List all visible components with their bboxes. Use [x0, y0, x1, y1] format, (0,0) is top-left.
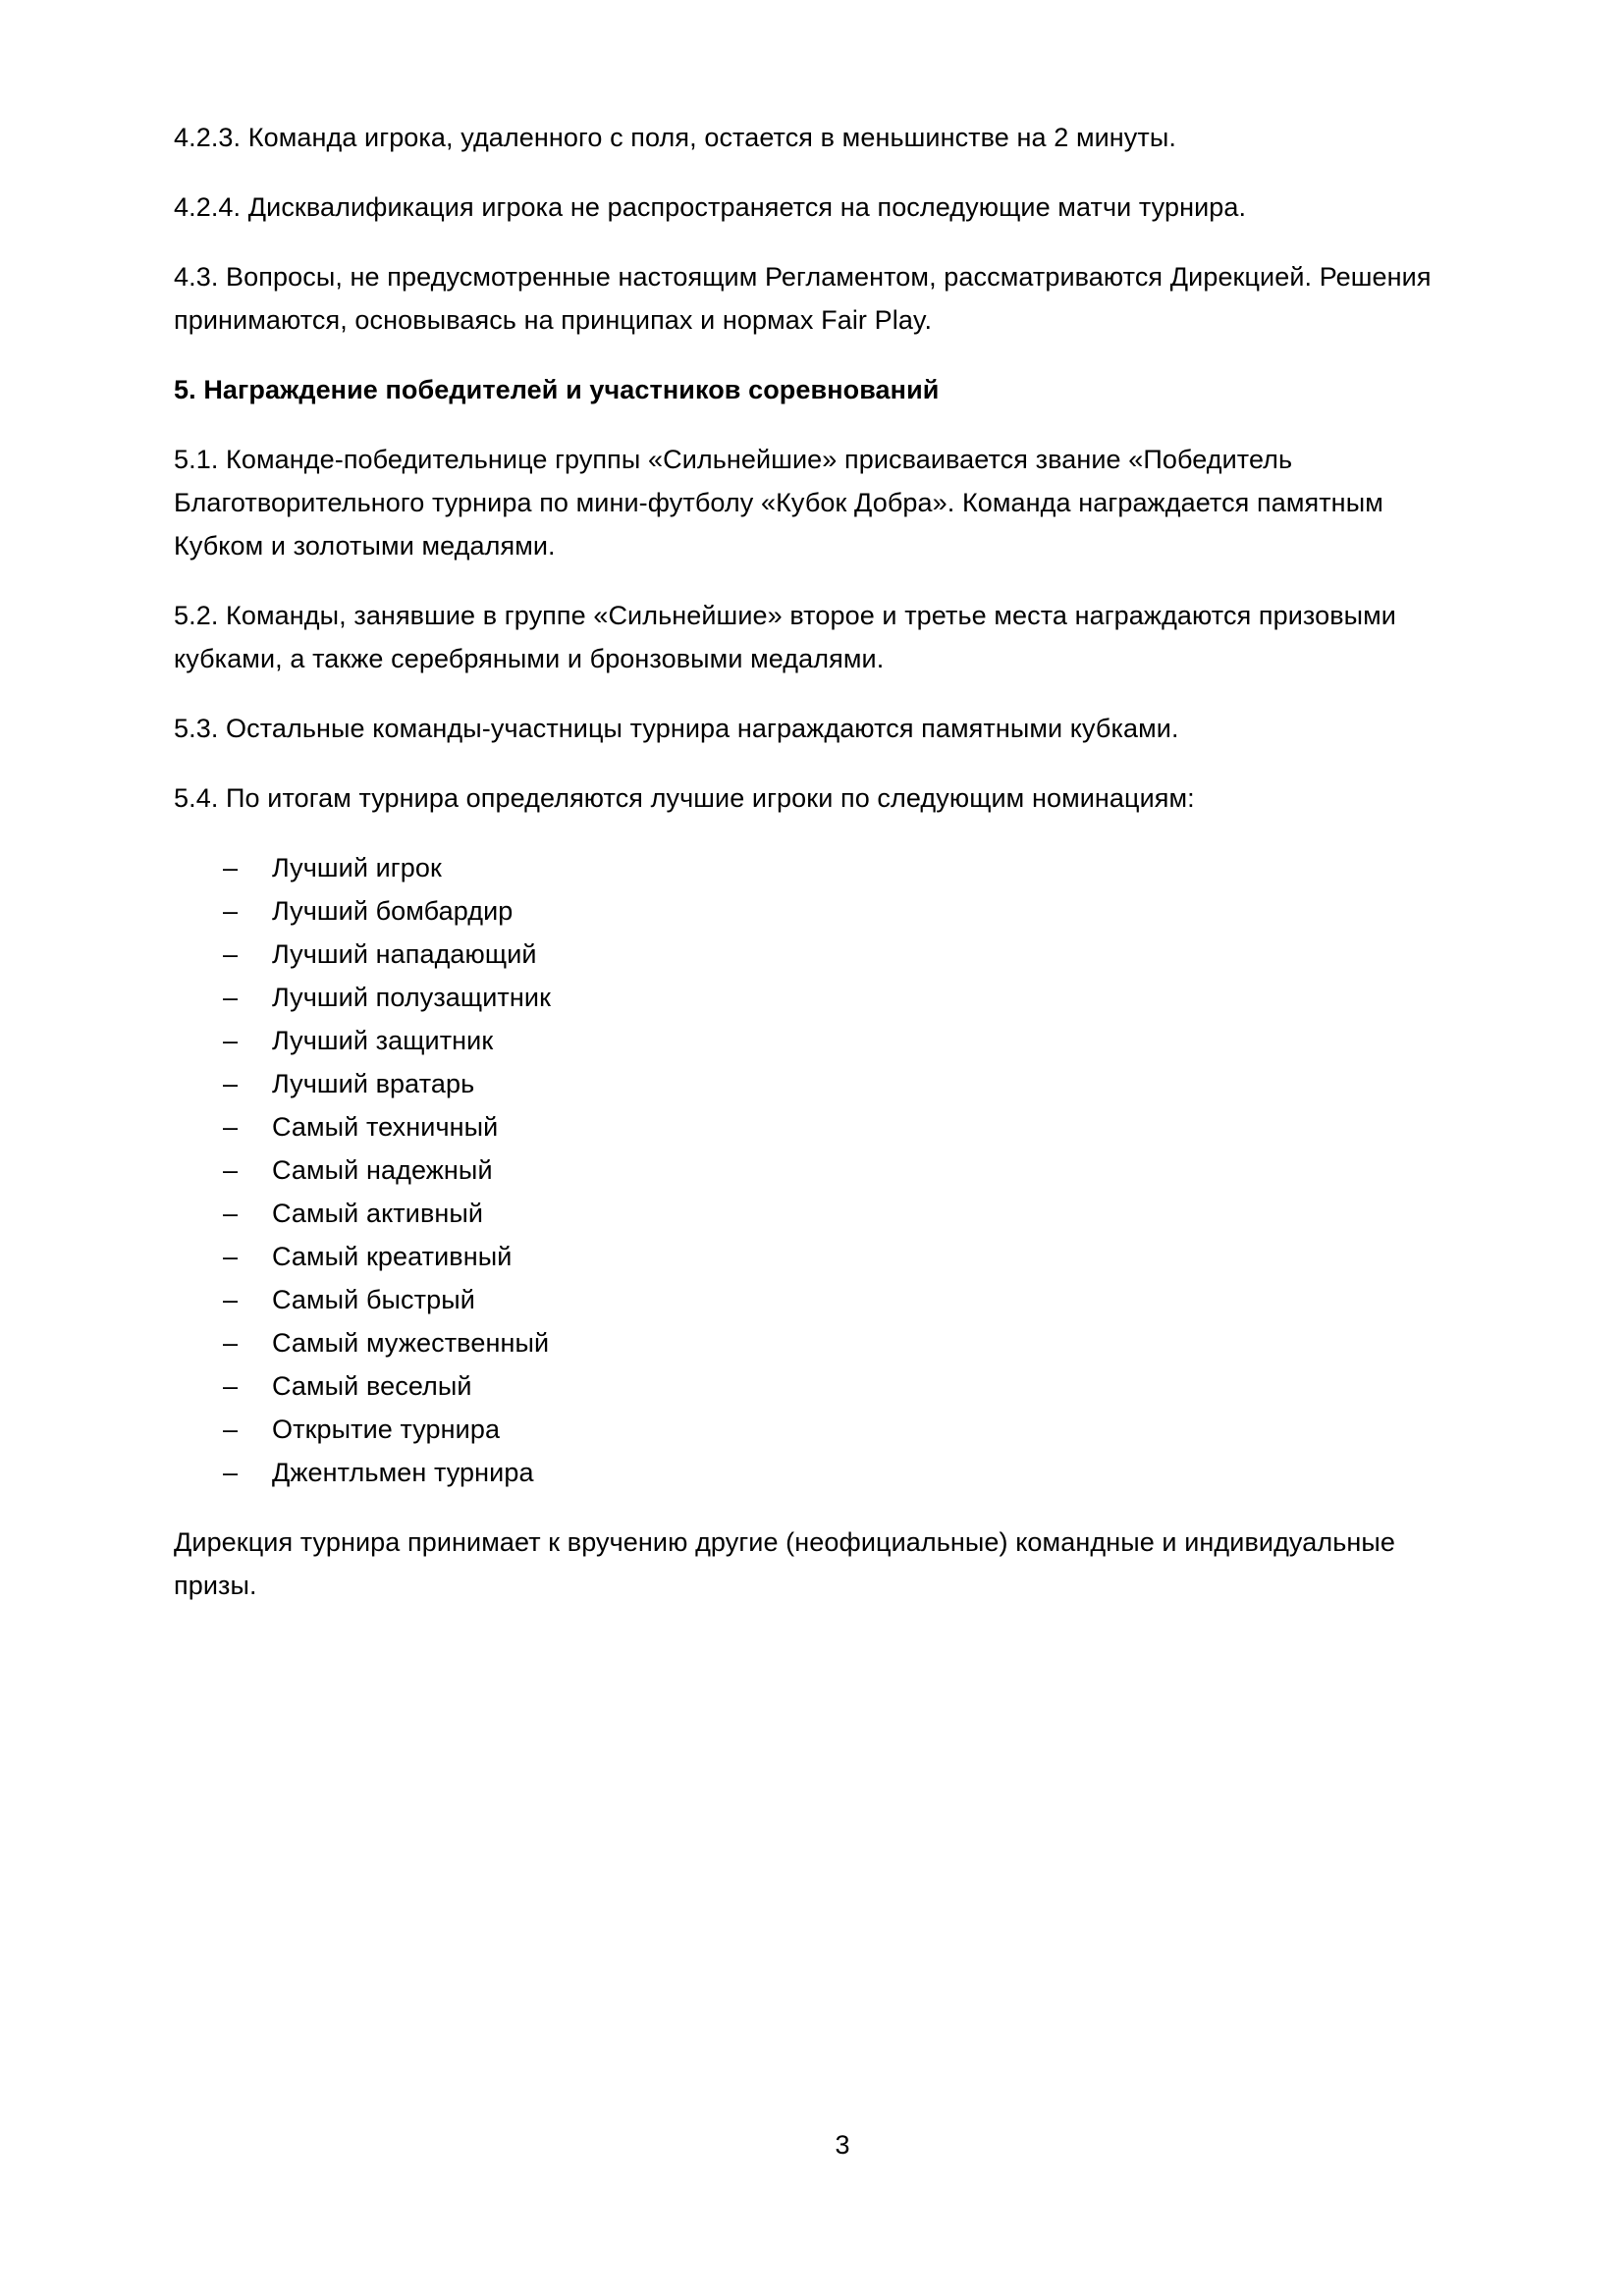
- list-dash: –: [223, 1415, 239, 1444]
- list-dash: –: [223, 1458, 239, 1487]
- list-item: [174, 1192, 1470, 1235]
- list-dash: –: [223, 1069, 239, 1098]
- list-item-label: Самый техничный: [272, 1112, 499, 1142]
- list-item: [174, 1148, 1470, 1192]
- list-item-label: Лучший защитник: [272, 1026, 494, 1055]
- list-dash: –: [223, 1026, 239, 1055]
- list-item: [174, 1105, 1470, 1148]
- list-item-label: Лучший игрок: [272, 853, 442, 882]
- list-dash: –: [223, 1371, 239, 1401]
- list-item: [174, 1019, 1470, 1062]
- list-item-label: Самый быстрый: [272, 1285, 475, 1314]
- list-item: [174, 1278, 1470, 1321]
- list-dash: –: [223, 983, 239, 1012]
- list-dash: –: [223, 1112, 239, 1142]
- list-dash: –: [223, 1285, 239, 1314]
- page-number: 3: [835, 2130, 850, 2160]
- list-item: [174, 933, 1470, 976]
- list-dash: –: [223, 1328, 239, 1358]
- paragraph-4-2-3: 4.2.3. Команда игрока, удаленного с поля, остается в меньшинстве на 2 минуты.: [174, 123, 1176, 152]
- list-item: [174, 976, 1470, 1019]
- list-item-label: Лучший бомбардир: [272, 896, 514, 926]
- list-dash: –: [223, 853, 239, 882]
- list-item-label: Самый веселый: [272, 1371, 472, 1401]
- list-dash: –: [223, 896, 239, 926]
- paragraph-5-1: 5.1. Команде-победительнице группы «Сильнейшие» присваивается звание «Победитель Благотворительного турнира по мини-футболу «Кубок Добра». Команда награждается памятным Кубком и золотыми медалями.: [174, 445, 1383, 561]
- nominations-list: [174, 846, 1470, 1494]
- list-item-label: Самый надежный: [272, 1155, 493, 1185]
- paragraph-5-3: 5.3. Остальные команды-участницы турнира награждаются памятными кубками.: [174, 714, 1179, 743]
- list-item: [174, 1321, 1470, 1364]
- list-dash: –: [223, 1199, 239, 1228]
- list-item: [174, 846, 1470, 889]
- list-item-label: Самый мужественный: [272, 1328, 550, 1358]
- list-item: [174, 1062, 1470, 1105]
- list-item-label: Самый креативный: [272, 1242, 513, 1271]
- list-item-label: Джентльмен турнира: [272, 1458, 534, 1487]
- list-item-label: Открытие турнира: [272, 1415, 501, 1444]
- list-item-label: Лучший вратарь: [272, 1069, 475, 1098]
- section-heading-5: 5. Награждение победителей и участников соревнований: [174, 375, 940, 404]
- list-item: [174, 1235, 1470, 1278]
- list-item: [174, 1451, 1470, 1494]
- paragraph-5-4: 5.4. По итогам турнира определяются лучшие игроки по следующим номинациям:: [174, 783, 1195, 813]
- document-body: [174, 116, 1470, 1633]
- list-item: [174, 889, 1470, 933]
- list-item-label: Лучший полузащитник: [272, 983, 551, 1012]
- list-dash: –: [223, 1242, 239, 1271]
- list-dash: –: [223, 939, 239, 969]
- paragraph-5-2: 5.2. Команды, занявшие в группе «Сильнейшие» второе и третье места награждаются призовыми кубками, а также серебряными и бронзовыми медалями.: [174, 601, 1396, 673]
- paragraph-4-3: 4.3. Вопросы, не предусмотренные настоящим Регламентом, рассматриваются Дирекцией. Решения принимаются, основываясь на принципах и нормах Fair Play.: [174, 262, 1432, 335]
- list-item-label: Лучший нападающий: [272, 939, 537, 969]
- list-dash: –: [223, 1155, 239, 1185]
- paragraph-4-2-4: 4.2.4. Дисквалификация игрока не распространяется на последующие матчи турнира.: [174, 192, 1247, 222]
- closing-paragraph: Дирекция турнира принимает к вручению другие (неофициальные) командные и индивидуальные призы.: [174, 1527, 1395, 1600]
- list-item: [174, 1364, 1470, 1408]
- list-item-label: Самый активный: [272, 1199, 484, 1228]
- list-item: [174, 1408, 1470, 1451]
